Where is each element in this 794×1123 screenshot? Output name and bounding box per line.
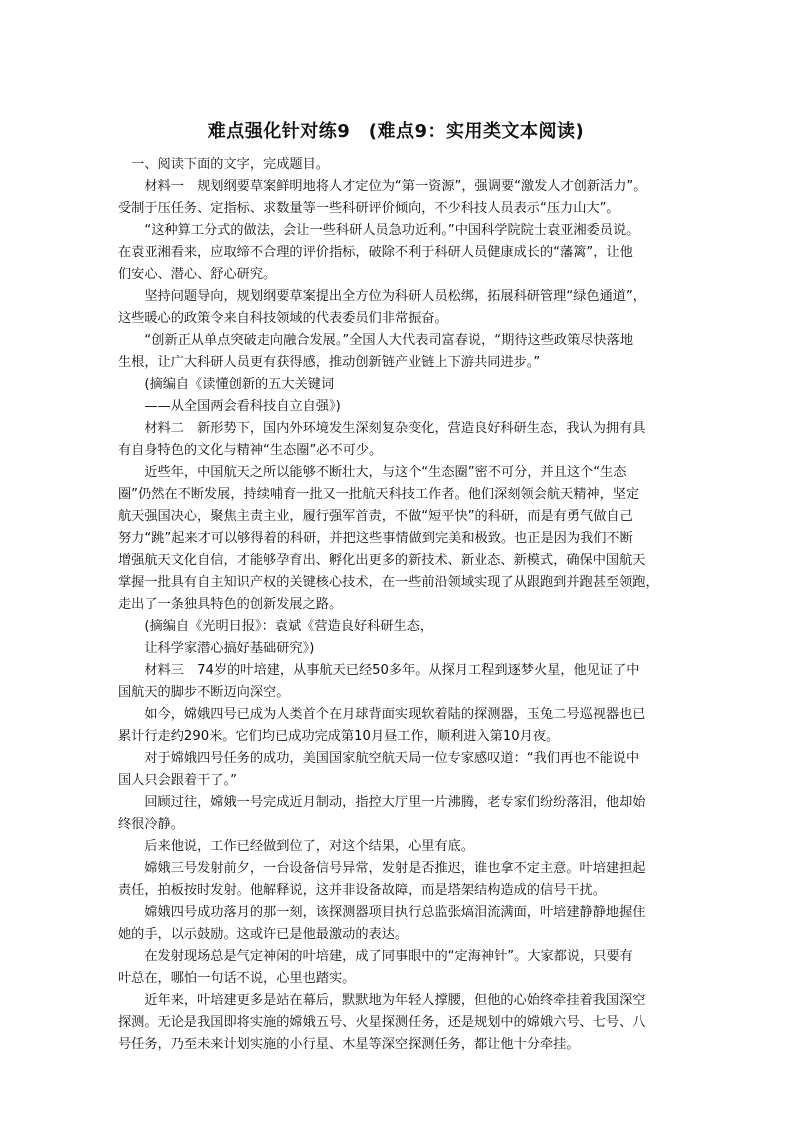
text-line: 她的手，以示鼓励。这或许已是他最激动的表达。: [118, 927, 409, 942]
text-line: 材料一 规划纲要草案鲜明地将人才定位为“第一资源”，强调要“激发人才创新活力”。: [118, 179, 647, 194]
text-line: 探测。无论是我国即将实施的嫦娥五号、火星探测任务，还是规划中的嫦娥六号、七号、八: [118, 1015, 646, 1030]
text-line: 一、阅读下面的文字，完成题目。: [118, 157, 329, 172]
text-line: 材料三 74岁的叶培建，从事航天已经50多年。从探月工程到逐梦火星，他见证了中: [118, 663, 640, 678]
text-line: “创新正从单点突破走向融合发展。”全国人大代表司富春说，“期待这些政策尽快落地: [118, 333, 634, 348]
text-line: 后来他说，工作已经做到位了，对这个结果，心里有底。: [118, 839, 475, 854]
text-line: 们安心、潜心、舒心研究。: [118, 267, 277, 282]
text-line: 近年来，叶培建更多是站在幕后，默默地为年轻人撑腰，但他的心始终牵挂着我国深空: [118, 993, 646, 1008]
text-line: 回顾过往，嫦娥一号完成近月制动，指控大厅里一片沸腾，老专家们纷纷落泪，他却始: [118, 795, 646, 810]
text-line: “这种算工分式的做法，会让一些科研人员急功近利。”中国科学院院士袁亚湘委员说。: [118, 223, 640, 238]
text-line: 国航天的脚步不断迈向深空。: [118, 685, 290, 700]
text-line: 如今，嫦娥四号已成为人类首个在月球背面实现软着陆的探测器，玉兔二号巡视器也已: [118, 707, 646, 722]
text-line: 在发射现场总是气定神闲的叶培建，成了同事眼中的“定海神针”。大家都说，只要有: [118, 949, 633, 964]
text-line: 在袁亚湘看来，应取缔不合理的评价指标，破除不利于科研人员健康成长的“藩篱”，让他: [118, 245, 633, 260]
text-line: 嫦娥三号发射前夕，一台设备信号异常，发射是否推迟，谁也拿不定主意。叶培建担起: [118, 861, 646, 876]
text-line: 嫦娥四号成功落月的那一刻，该探测器项目执行总监张熇泪流满面，叶培建静静地握住: [118, 905, 646, 920]
text-line: 生根，让广大科研人员更有获得感，推动创新链产业链上下游共同进步。”: [118, 355, 541, 370]
text-line: 这些暖心的政策令来自科技领域的代表委员们非常振奋。: [118, 311, 448, 326]
text-line: 增强航天文化自信，才能够孕育出、孵化出更多的新技术、新业态、新模式，确保中国航天: [118, 553, 646, 568]
text-line: (摘编自《读懂创新的五大关键词: [118, 377, 335, 392]
text-line: (摘编自《光明日报》：袁斌《营造良好科研生态，: [118, 619, 434, 634]
text-line: 航天强国决心，聚焦主责主业，履行强军首责，不做“短平快”的科研，而是有勇气做自己: [118, 509, 633, 524]
text-line: 材料二 新形势下，国内外环境发生深刻复杂变化，营造良好科研生态，我认为拥有具: [118, 421, 646, 436]
text-line: 受制于压任务、定指标、求数量等一些科研评价倾向，不少科技人员表示“压力山大”。: [118, 201, 620, 216]
text-line: 有自身特色的文化与精神“生态圈”必不可少。: [118, 443, 383, 458]
text-line: 掌握一批具有自主知识产权的关键核心技术，在一些前沿领域实现了从跟跑到并跑甚至领跑，: [118, 575, 659, 590]
text-line: 对于嫦娥四号任务的成功，美国国家航空航天局一位专家感叹道：“我们再也不能说中: [118, 751, 640, 766]
text-line: 号任务，乃至未来计划实施的小行星、木星等深空探测任务，都让他十分牵挂。: [118, 1037, 580, 1052]
text-line: 让科学家潜心搞好基础研究》): [118, 641, 315, 656]
document-body: [118, 154, 674, 1056]
text-line: 努力“跳”起来才可以够得着的科研，并把这些事情做到完美和极致。也正是因为我们不断: [118, 531, 633, 546]
text-line: 国人只会跟着干了。”: [118, 773, 237, 788]
text-line: 累计行走约290米。它们均已成功完成第10月昼工作，顺利进入第10月夜。: [118, 729, 560, 744]
text-line: 责任，拍板按时发射。他解释说，这并非设备故障，而是塔架结构造成的信号干扰。: [118, 883, 606, 898]
text-line: 坚持问题导向，规划纲要草案提出全方位为科研人员松绑，拓展科研管理“绿色通道”，: [118, 289, 646, 304]
text-line: 圈”仍然在不断发展，持续哺育一批又一批航天科技工作者。他们深刻领会航天精神，坚定: [118, 487, 640, 502]
text-line: 叶总在，哪怕一句话不说，心里也踏实。: [118, 971, 356, 986]
document-page: [118, 120, 674, 1056]
document-title: 难点强化针对练9 (难点9：实用类文本阅读): [207, 121, 585, 142]
text-line: 走出了一条独具特色的创新发展之路。: [118, 597, 343, 612]
text-line: 近些年，中国航天之所以能够不断壮大，与这个“生态圈”密不可分，并且这个“生态: [118, 465, 627, 480]
text-line: ——从全国两会看科技自立自强》): [118, 399, 341, 414]
text-line: 终很冷静。: [118, 817, 184, 832]
